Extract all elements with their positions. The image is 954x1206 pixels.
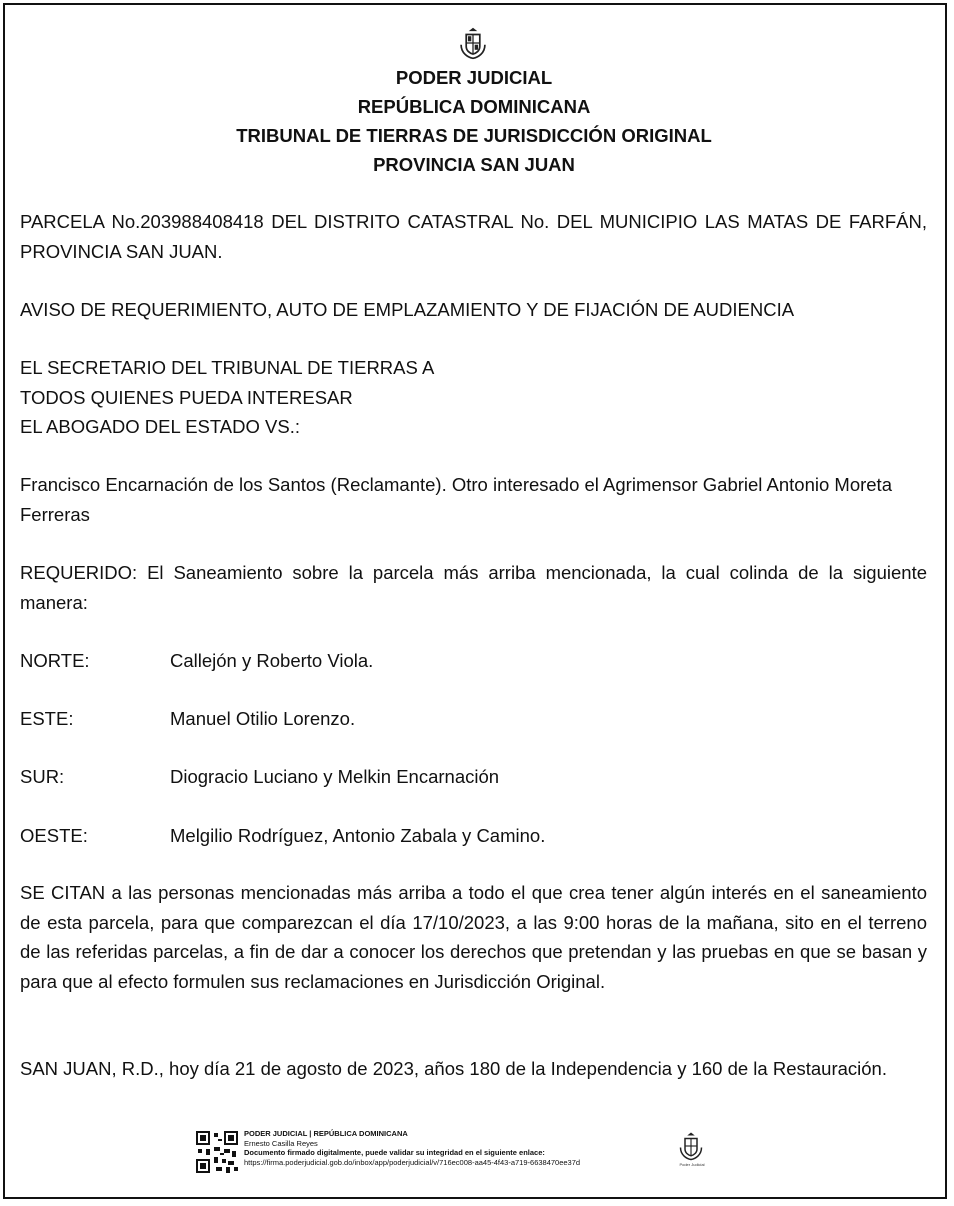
coat-of-arms-icon — [676, 1131, 706, 1161]
closing-paragraph: SAN JUAN, R.D., hoy día 21 de agosto de 2023, años 180 de la Independencia y 160 de la Restauración. — [20, 1058, 887, 1079]
boundary-value: Callejón y Roberto Viola. — [170, 650, 374, 671]
boundary-label: NORTE: — [20, 650, 90, 671]
footer-note: Documento firmado digitalmente, puede validar su integridad en el siguiente enlace: — [244, 1148, 545, 1158]
footer-signer: Ernesto Casilla Reyes — [244, 1138, 318, 1148]
boundary-row-west — [20, 821, 545, 850]
digital-signature-footer — [196, 1129, 716, 1177]
boundary-value: Diogracio Luciano y Melkin Encarnación — [170, 766, 500, 787]
document-header — [0, 63, 948, 179]
boundary-value: Manuel Otilio Lorenzo. — [170, 708, 356, 729]
boundary-row-east — [20, 704, 355, 733]
boundary-label: OESTE: — [20, 825, 88, 846]
header-line-2: REPÚBLICA DOMINICANA — [357, 96, 591, 117]
header-line-4: PROVINCIA SAN JUAN — [373, 154, 575, 175]
addressee-line-2: TODOS QUIENES PUEDA INTERESAR — [20, 386, 353, 408]
header-line-1: PODER JUDICIAL — [395, 67, 553, 88]
coat-of-arms-icon — [456, 26, 490, 60]
summons-paragraph: SE CITAN a las personas mencionadas más arriba a todo el que crea tener algún interés en el saneamiento de esta parcela, para que comparezcan el día 17/10/2023, a las 9:00 horas de la mañana, sito en el terreno de las referidas parcelas, a fin de dar a conocer los derechos que pretendan y las pruebas en que se basan y para que al efecto formulen sus reclamaciones en Jurisdicción Original. — [20, 882, 927, 992]
addressee-line-3: EL ABOGADO DEL ESTADO VS.: — [20, 416, 300, 437]
boundary-value: Melgilio Rodríguez, Antonio Zabala y Camino. — [170, 825, 546, 846]
addressees-block — [20, 353, 927, 442]
footer-seal-label: Poder Judicial — [679, 1162, 705, 1167]
notice-title: AVISO DE REQUERIMIENTO, AUTO DE EMPLAZAMIENTO Y DE FIJACIÓN DE AUDIENCIA — [20, 299, 795, 320]
parties-paragraph: Francisco Encarnación de los Santos (Reclamante). Otro interesado el Agrimensor Gabriel Antonio Moreta Ferreras — [20, 474, 892, 525]
parcel-paragraph: PARCELA No.203988408418 DEL DISTRITO CATASTRAL No. DEL MUNICIPIO LAS MATAS DE FARFÁN, PROVINCIA SAN JUAN. — [20, 211, 927, 262]
addressee-line-1: EL SECRETARIO DEL TRIBUNAL DE TIERRAS A — [20, 357, 435, 378]
qr-code-icon — [196, 1131, 238, 1173]
requirement-paragraph: REQUERIDO: El Saneamiento sobre la parcela más arriba mencionada, la cual colinda de la siguiente manera: — [20, 562, 927, 613]
boundary-label: ESTE: — [20, 708, 74, 729]
boundary-label: SUR: — [20, 766, 65, 787]
signature-text — [244, 1129, 580, 1167]
footer-url[interactable]: https://firma.poderjudicial.gob.do/inbox/app/poderjudicial/v/716ec008-aa45-4f43-a719-6638470ee37d — [244, 1157, 581, 1167]
boundary-row-north — [20, 646, 373, 675]
boundary-row-south — [20, 762, 499, 791]
footer-org: PODER JUDICIAL | REPÚBLICA DOMINICANA — [244, 1129, 408, 1138]
header-line-3: TRIBUNAL DE TIERRAS DE JURISDICCIÓN ORIGINAL — [236, 125, 712, 146]
